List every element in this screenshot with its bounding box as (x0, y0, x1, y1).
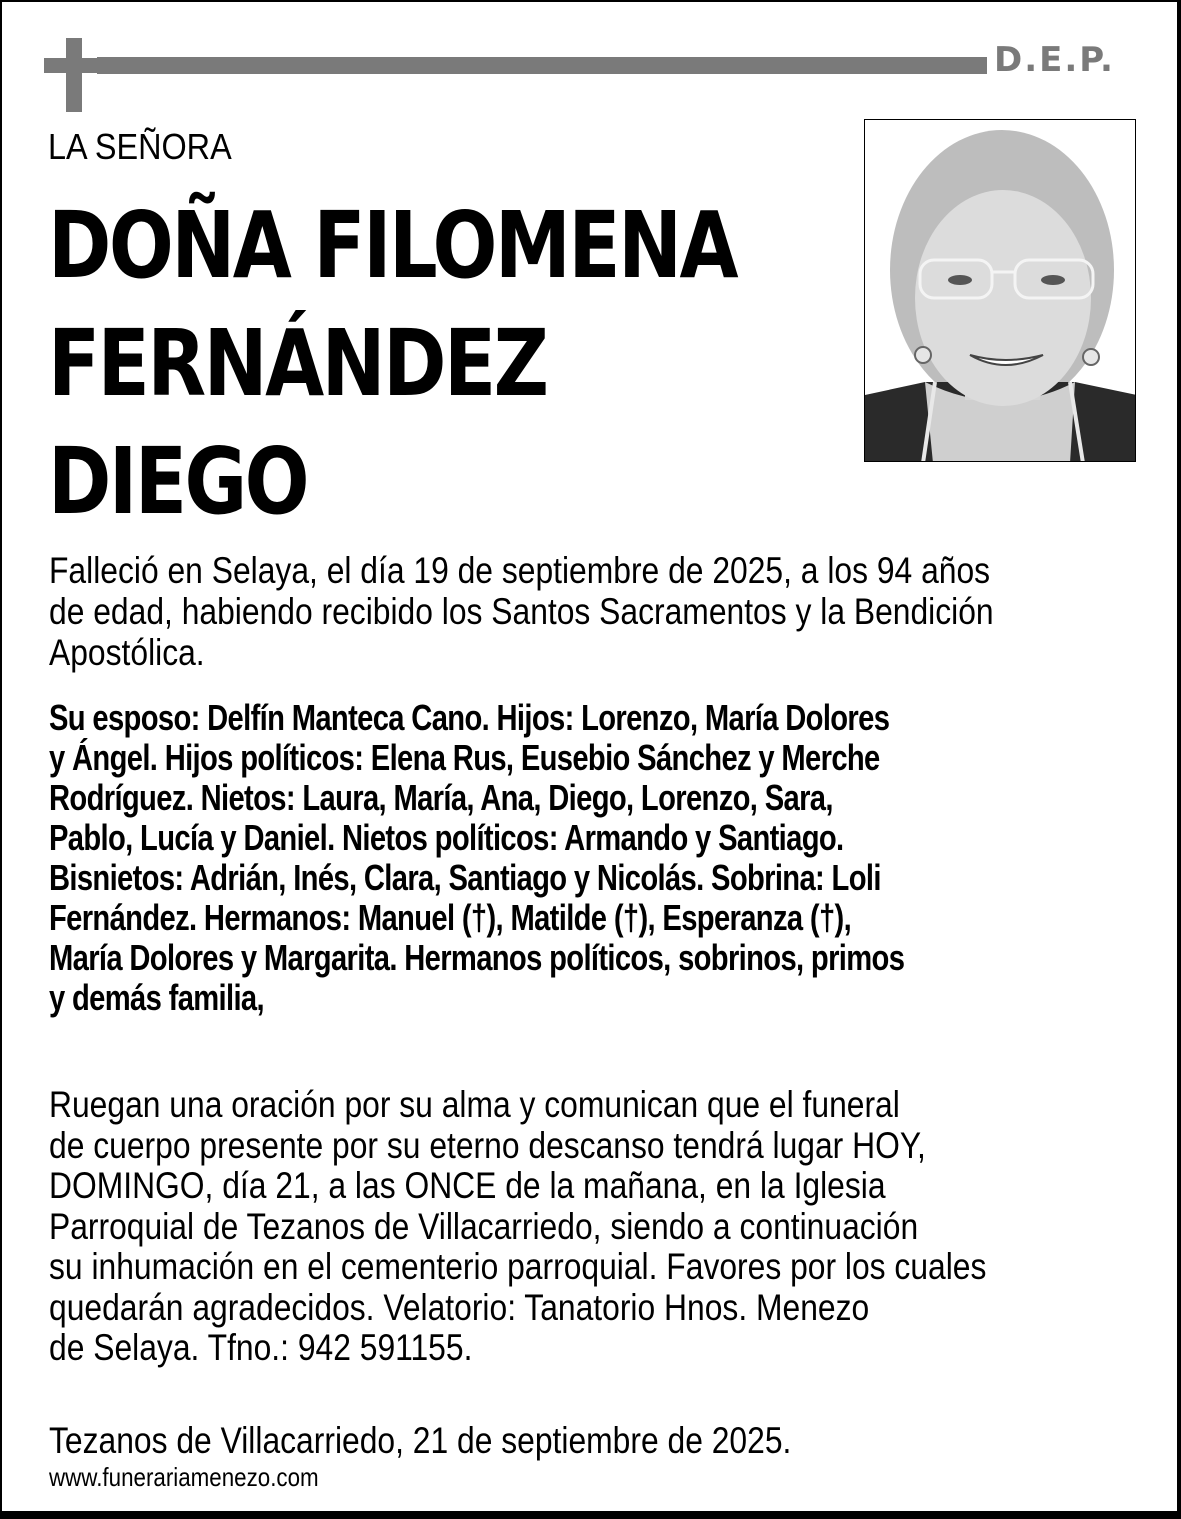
announcement-line: Falleció en Selaya, el día 19 de septiembre de 2025, a los 94 años (49, 550, 991, 591)
place-and-date: Tezanos de Villacarriedo, 21 de septiembre de 2025. (49, 1420, 792, 1461)
service-line: Parroquial de Tezanos de Villacarriedo, siendo a continuación (49, 1205, 919, 1247)
family-line: Rodríguez. Nietos: Laura, María, Ana, Diego, Lorenzo, Sara, (49, 777, 833, 818)
name-line-1: DOÑA FILOMENA (48, 192, 737, 299)
family-line: y Ángel. Hijos políticos: Elena Rus, Eusebio Sánchez y Merche (49, 737, 880, 778)
cross-icon (44, 38, 102, 112)
death-announcement (49, 550, 1158, 673)
dep-badge: D.E.P. (994, 40, 1115, 80)
service-line: de cuerpo presente por su eterno descanso tendrá lugar HOY, (49, 1124, 926, 1166)
website-link[interactable]: www.funerariamenezo.com (49, 1462, 319, 1492)
name-line-3: DIEGO (48, 428, 308, 535)
service-line: de Selaya. Tfno.: 942 591155. (49, 1327, 473, 1368)
portrait-photo (864, 119, 1136, 462)
family-line: María Dolores y Margarita. Hermanos políticos, sobrinos, primos (49, 937, 905, 978)
portrait-image (865, 120, 1136, 462)
service-line: quedarán agradecidos. Velatorio: Tanatorio Hnos. Menezo (49, 1286, 870, 1328)
deceased-name (48, 187, 737, 541)
family-line: Su esposo: Delfín Manteca Cano. Hijos: Lorenzo, María Dolores (49, 697, 890, 738)
service-line: su inhumación en el cementerio parroquial. Favores por los cuales (49, 1246, 987, 1287)
announcement-line: de edad, habiendo recibido los Santos Sacramentos y la Bendición (49, 591, 994, 632)
header-rule (97, 57, 987, 74)
service-line: DOMINGO, día 21, a las ONCE de la mañana, en la Iglesia (49, 1165, 886, 1206)
name-line-2: FERNÁNDEZ (48, 310, 547, 417)
funeral-service-details (49, 1085, 1158, 1369)
honorific-prefix: LA SEÑORA (48, 126, 232, 167)
family-line: Fernández. Hermanos: Manuel (†), Matilde (†), Esperanza (†), (49, 897, 852, 938)
family-line: y demás familia, (49, 977, 264, 1018)
announcement-line: Apostólica. (49, 632, 205, 673)
service-line: Ruegan una oración por su alma y comunican que el funeral (49, 1084, 900, 1125)
family-members (49, 698, 1151, 1018)
family-line: Pablo, Lucía y Daniel. Nietos políticos: Armando y Santiago. (49, 817, 844, 858)
family-line: Bisnietos: Adrián, Inés, Clara, Santiago y Nicolás. Sobrina: Loli (49, 857, 881, 898)
